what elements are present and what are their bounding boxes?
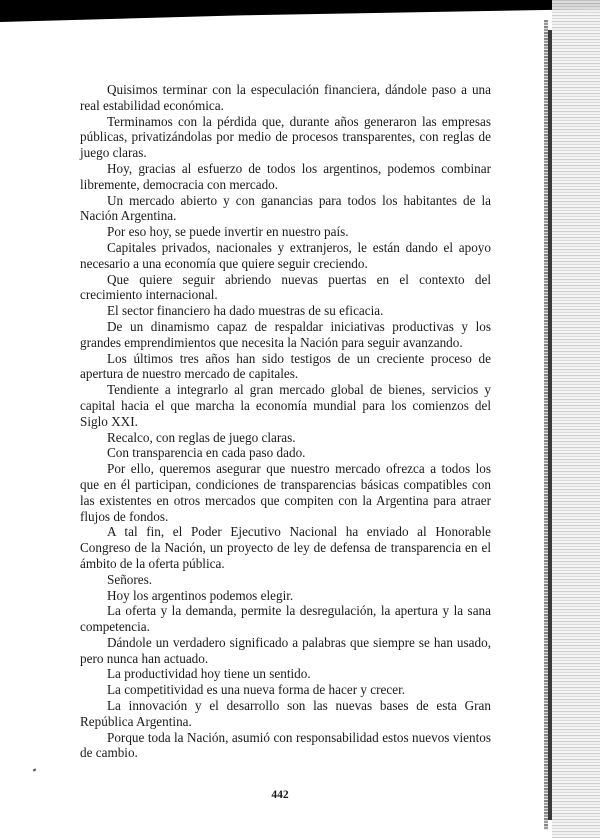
paragraph: Señores.	[107, 571, 153, 587]
paragraph: El sector financiero ha dado muestras de su eficacia.	[107, 303, 384, 319]
paragraph: Quisimos terminar con la especulación financiera, dándole paso a una real estabilidad económica.	[80, 82, 491, 113]
paragraph: Hoy los argentinos podemos elegir.	[107, 587, 294, 603]
paragraph: La competitividad es una nueva forma de hacer y crecer.	[107, 682, 406, 698]
paragraph: Porque toda la Nación, asumió con responsabilidad estos nuevos vientos de cambio.	[80, 729, 491, 761]
scan-speck	[33, 768, 37, 771]
paragraph: Que quiere seguir abriendo nuevas puertas en el contexto del crecimiento internacional.	[80, 271, 491, 303]
page-body	[80, 82, 491, 761]
paragraph: Un mercado abierto y con ganancias para todos los habitantes de la Nación Argentina.	[80, 192, 491, 224]
paragraph: Los últimos tres años han sido testigos de un creciente proceso de apertura de nuestro mercado de capitales.	[80, 350, 491, 382]
paragraph: Por ello, queremos asegurar que nuestro mercado ofrezca a todos los que en él participan, condiciones de transparencias básicas compatibles con las existentes en otros mercados que compiten con la Argentina para atraer flujos de fondos.	[80, 461, 491, 524]
paragraph: Hoy, gracias al esfuerzo de todos los argentinos, podemos combinar libremente, democracia con mercado.	[80, 160, 491, 192]
paragraph: Con transparencia en cada paso dado.	[107, 445, 306, 461]
paragraph: Dándole un verdadero significado a palabras que siempre se han usado, pero nunca han actuado.	[80, 634, 491, 666]
paragraph: Por eso hoy, se puede invertir en nuestro país.	[107, 224, 349, 240]
paragraph: La innovación y el desarrollo son las nuevas bases de esta Gran República Argentina.	[80, 698, 491, 729]
paragraph: De un dinamismo capaz de respaldar iniciativas productivas y los grandes emprendimientos que necesita la Nación para seguir avanzando.	[80, 318, 491, 350]
paragraph: Capitales privados, nacionales y extranjeros, le están dando el apoyo necesario a una economía que quiere seguir creciendo.	[80, 239, 491, 271]
paragraph: Tendiente a integrarlo al gran mercado global de bienes, servicios y capital hacia el que marcha la economía mundial para los comienzos del Siglo XXI.	[80, 382, 491, 429]
paragraph: La productividad hoy tiene un sentido.	[107, 666, 311, 682]
scan-top-edge	[0, 0, 600, 22]
paragraph: A tal fin, el Poder Ejecutivo Nacional ha enviado al Honorable Congreso de la Nación, un proyecto de ley de defensa de transparencia en el ámbito de la oferta pública.	[80, 524, 491, 571]
page-number: 442	[271, 789, 289, 801]
paragraph: Recalco, con reglas de juego claras.	[107, 429, 296, 445]
paragraph: Terminamos con la pérdida que, durante años generaron las empresas públicas, privatizándolas por medio de procesos transparentes, con reglas de juego claras.	[80, 113, 491, 161]
paragraph: La oferta y la demanda, permite la desregulación, la apertura y la sana competencia.	[80, 603, 491, 635]
scan-right-edge	[538, 0, 600, 838]
